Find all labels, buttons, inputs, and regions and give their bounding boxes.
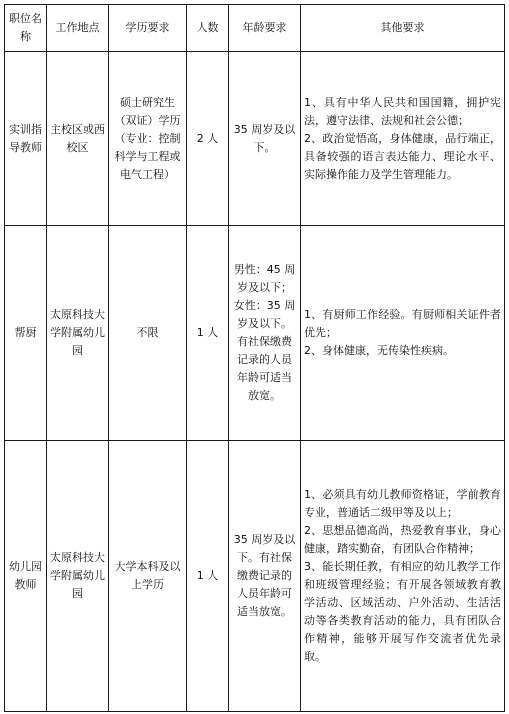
cell-title: 帮厨 [5,226,47,441]
header-count: 人数 [187,5,229,52]
cell-title: 实训指导教师 [5,52,47,226]
table-row [5,226,505,441]
cell-location: 太原科技大学附属幼儿园 [47,441,109,712]
cell-age: 35 周岁及以下。 [229,52,301,226]
recruitment-table [4,4,505,712]
cell-location: 主校区或西校区 [47,52,109,226]
cell-count: 1 人 [187,226,229,441]
header-row [5,5,505,52]
cell-other [301,52,505,226]
cell-count: 1 人 [187,441,229,712]
requirement-item: 2、政治觉悟高，身体健康，品行端正，具备较强的语言表达能力、理论水平、实际操作能力及学生管理能力。 [304,131,501,181]
requirement-item: 1、有厨师工作经验。有厨师相关证件者优先； [304,308,501,339]
cell-location: 太原科技大学附属幼儿园 [47,226,109,441]
cell-other [301,226,505,441]
cell-education: 硕士研究生（双证）学历（专业：控制科学与工程或电气工程） [109,52,187,226]
cell-age: 男性：45 周岁及以下；女性：35 周岁及以下。有社保缴费记录的人员年龄可适当放宽。 [229,226,301,441]
header-title: 职位名称 [5,5,47,52]
cell-other [301,441,505,712]
header-education: 学历要求 [109,5,187,52]
requirement-item: 2、思想品德高尚，热爱教育事业，身心健康，踏实勤奋，有团队合作精神； [304,524,501,555]
requirement-item: 3、能长期任教，有相应的幼儿教学工作和班级管理经验；有开展各领域教育教学活动、区域活动、户外活动、生活活动等各类教育活动的能力，具有团队合作精神，能够开展写作交流者优先录取。 [304,560,501,663]
header-other: 其他要求 [301,5,505,52]
requirement-item: 2、身体健康，无传染性疾病。 [304,344,454,357]
cell-education: 大学本科及以上学历 [109,441,187,712]
header-location: 工作地点 [47,5,109,52]
header-age: 年龄要求 [229,5,301,52]
requirement-item: 1、必须具有幼儿教师资格证，学前教育专业，普通话二级甲等及以上； [304,488,501,519]
table-row [5,52,505,226]
cell-count: 2 人 [187,52,229,226]
table-row [5,441,505,712]
cell-age: 35 周岁及以下。有社保缴费记录的人员年龄可适当放宽。 [229,441,301,712]
requirement-item: 1、具有中华人民共和国国籍，拥护宪法，遵守法律、法规和社会公德； [304,95,501,127]
cell-education: 不限 [109,226,187,441]
cell-title: 幼儿园教师 [5,441,47,712]
